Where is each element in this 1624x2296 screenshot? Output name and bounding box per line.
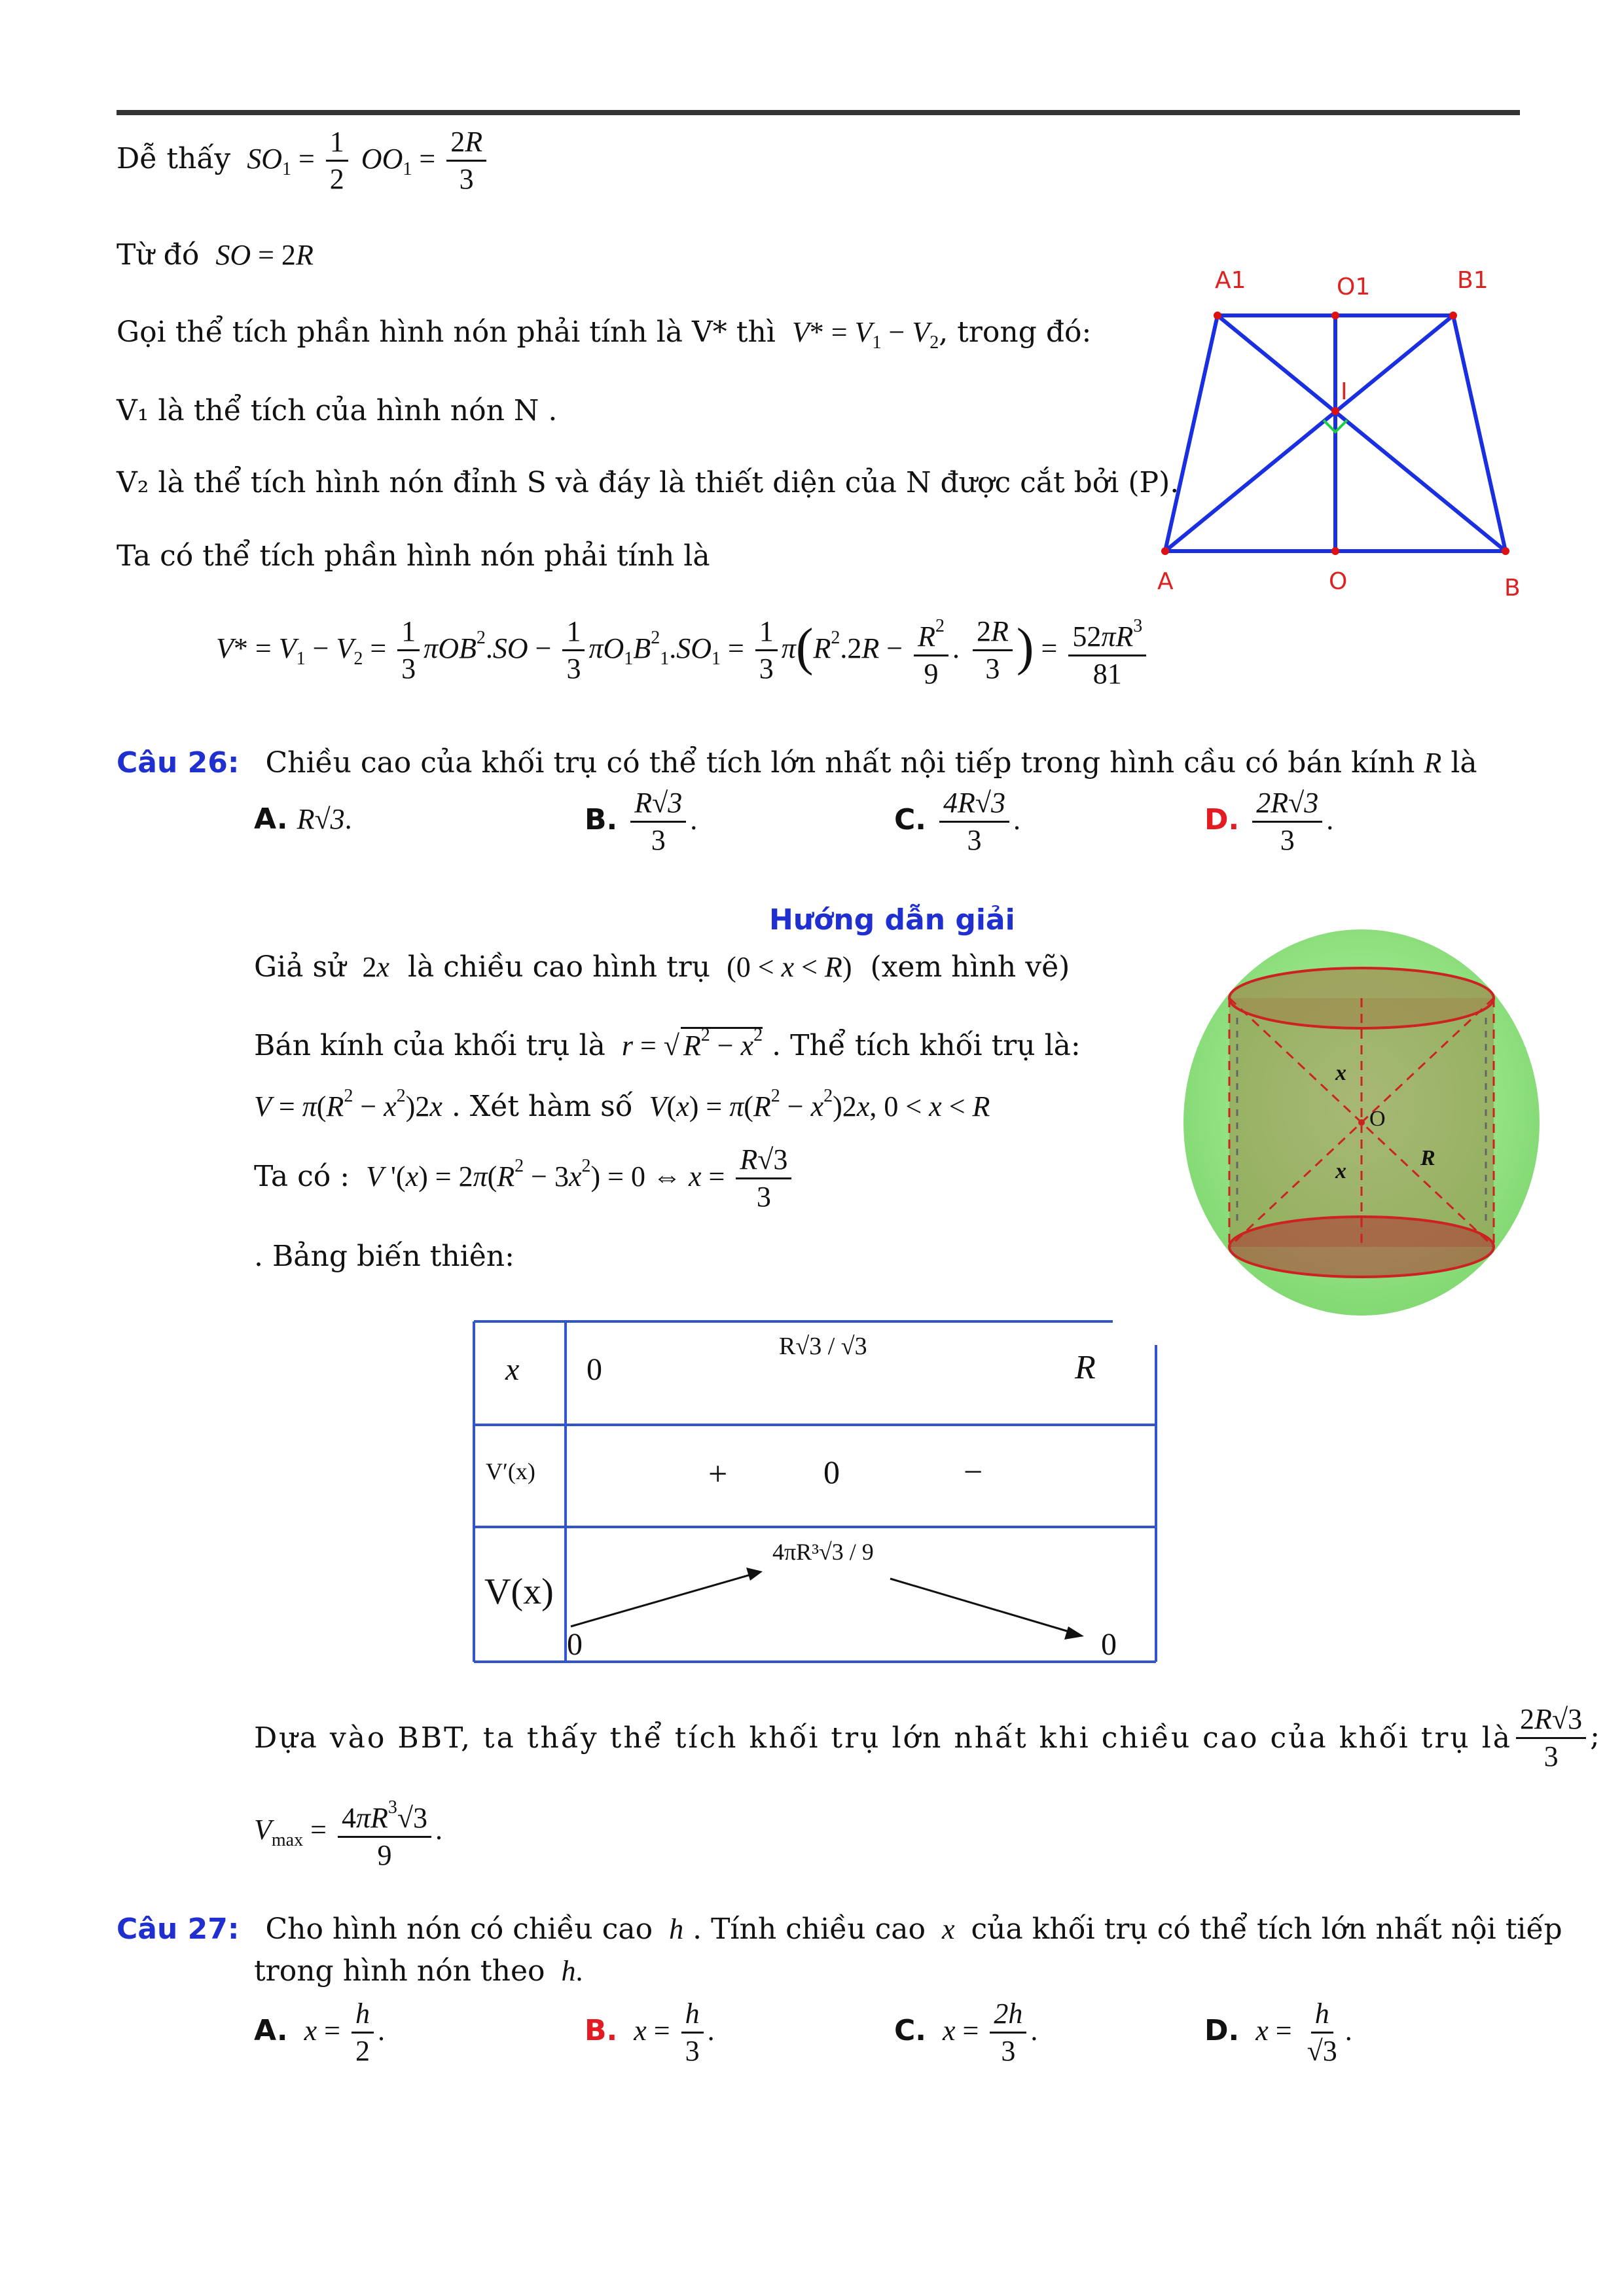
- q27-option-a[interactable]: A. x = $\frac{h}{2}$ .: [254, 1996, 385, 2069]
- q27-stem-c: của khối trụ có thể tích lớn nhất nội tiếp: [971, 1912, 1562, 1946]
- q26-var-r: R: [1424, 747, 1442, 779]
- q27-option-a-num: h: [352, 1996, 374, 2034]
- label-i: I: [1341, 378, 1348, 405]
- q26-option-a-letter: A.: [254, 802, 288, 836]
- q27-option-c-num: 2h: [990, 1996, 1026, 2034]
- text-tu-do: Từ đó: [117, 238, 200, 272]
- q26-text: [117, 744, 1477, 783]
- center-o: [1358, 1119, 1365, 1126]
- sol-line3: $V = \pi(R^2 - x^2)2x$ . Xét hàm số $V(x) = \pi(R^2 - x^2)2x$, 0 < x < R: [254, 1086, 990, 1123]
- q26-option-a[interactable]: A. R√3.: [254, 802, 352, 836]
- q27-text-line2: trong hình nón theo h.: [254, 1954, 583, 1988]
- label-o1: O1: [1337, 274, 1371, 300]
- bbt-x-r: R: [1075, 1349, 1096, 1386]
- header-rule: [117, 110, 1520, 115]
- q26-option-c-num: 4R√3: [939, 785, 1009, 823]
- q26-option-c[interactable]: C. $\frac{4R√3}{3}$ .: [894, 785, 1020, 858]
- label-b: B: [1504, 575, 1521, 601]
- q27-option-c-den: 3: [1001, 2035, 1016, 2067]
- q26-option-b-letter: B.: [585, 803, 618, 836]
- bbt-x-label: x: [505, 1352, 520, 1387]
- q27-option-c-letter: C.: [894, 2014, 927, 2047]
- q26-option-b-num: R√3: [630, 785, 686, 823]
- bbt-dv-plus: +: [708, 1456, 728, 1493]
- point-a1: [1214, 312, 1221, 319]
- label-x-bottom: x: [1335, 1159, 1346, 1183]
- bbt-v-max: 4πR³√3 / 9: [772, 1539, 874, 1565]
- formula-volume: $V* = V_1 - V_2$ = $\frac{1}{3}$ πOB$^2$.SO − $\frac{1}{3}$ $\pi O_1B^2_1.SO_1$ = $\frac{1}{3}$ $\pi(R^2.2R$ − $\frac{R^2}{9}$ . $\frac{2R}{3}$ ) = $\frac{52\pi R^3}{81}$: [216, 609, 1150, 692]
- variation-table: [471, 1319, 1159, 1664]
- q27-option-d-den: √3: [1307, 2035, 1337, 2067]
- q26-option-b[interactable]: B. $\frac{R√3}{3}$ .: [585, 785, 697, 858]
- q26-option-c-letter: C.: [894, 803, 927, 836]
- bbt-x-critical: R√3 / √3: [779, 1333, 867, 1360]
- sol2-b: . Thể tích khối trụ là:: [772, 1029, 1081, 1062]
- solution-heading: Hướng dẫn giải: [769, 903, 1015, 937]
- label-a: A: [1157, 568, 1174, 595]
- sol-line2: Bán kính của khối trụ là r = √ $R^2 - x^2$ . Thể tích khối trụ là:: [254, 1025, 1081, 1062]
- q26-option-d[interactable]: D. $\frac{2R√3}{3}$ .: [1204, 785, 1333, 858]
- q27-option-d-letter: D.: [1204, 2014, 1240, 2047]
- q27-text-line1: Câu 27: Cho hình nón có chiều cao h . Tính chiều cao x của khối trụ có thể tích lớn nhất nội tiếp: [117, 1912, 1562, 1946]
- q27-stem-b: . Tính chiều cao: [693, 1912, 926, 1946]
- line-v2: V₂ là thể tích hình nón đỉnh S và đáy là thiết diện của N được cắt bởi (P).: [117, 466, 1180, 499]
- q27-stem-a: Cho hình nón có chiều cao: [265, 1912, 653, 1946]
- bbt-dv-minus: −: [964, 1454, 983, 1491]
- label-r: R: [1420, 1146, 1435, 1170]
- q27-option-b[interactable]: B. x = $\frac{h}{3}$ .: [585, 1996, 715, 2069]
- sol2-a: Bán kính của khối trụ là: [254, 1029, 605, 1062]
- bbt-v-end: 0: [1101, 1627, 1117, 1662]
- q26-option-d-num: 2R√3: [1252, 785, 1322, 823]
- line-ta-co: Ta có thể tích phần hình nón phải tính là: [117, 539, 710, 573]
- q26-stem-end: là: [1451, 746, 1477, 780]
- q27-option-d[interactable]: D. x = $\frac{h}{√3}$ .: [1204, 1996, 1352, 2069]
- q27-label: Câu 27:: [117, 1912, 240, 1946]
- label-o: O: [1329, 568, 1348, 595]
- point-b1: [1449, 312, 1457, 319]
- sol-line5: . Bảng biến thiên:: [254, 1240, 514, 1273]
- sphere-cylinder-figure: [1178, 923, 1545, 1316]
- q27-option-d-num: h: [1311, 1996, 1333, 2034]
- label-a1: A1: [1215, 267, 1246, 294]
- point-b: [1502, 547, 1509, 555]
- text-de-thay: Dễ thấy: [117, 142, 231, 175]
- q26-option-c-den: 3: [967, 824, 982, 856]
- q26-option-d-den: 3: [1280, 824, 1295, 856]
- bbt-v-label: V(x): [484, 1571, 554, 1612]
- trapezoid-figure: [1152, 262, 1519, 615]
- q27-stem-d: trong hình nón theo: [254, 1954, 545, 1988]
- q26-label: Câu 26:: [117, 746, 240, 780]
- point-o1: [1331, 312, 1339, 319]
- label-x-top: x: [1335, 1061, 1346, 1085]
- vmax-line: $V_{max}$ = $\frac{4\pi R^3√3}{9}$ .: [254, 1790, 442, 1873]
- point-i: [1331, 407, 1339, 415]
- sol3-b: . Xét hàm số: [451, 1090, 633, 1123]
- sol1-c: (xem hình vẽ): [870, 950, 1070, 984]
- text-goi-the-tich: Gọi thể tích phần hình nón phải tính là V* thì: [117, 315, 776, 349]
- q26-stem: Chiều cao của khối trụ có thể tích lớn nhất nội tiếp trong hình cầu có bán kính: [265, 746, 1415, 780]
- q27-option-a-letter: A.: [254, 2014, 288, 2047]
- label-o: O: [1369, 1107, 1386, 1131]
- sol4-a: Ta có :: [254, 1160, 350, 1193]
- text-trong-do: , trong đó:: [939, 315, 1092, 349]
- q27-option-b-letter: B.: [585, 2014, 618, 2047]
- q26-option-a-value: R√3: [297, 803, 345, 835]
- label-b1: B1: [1457, 267, 1489, 294]
- bbt-dv-zero: 0: [823, 1454, 840, 1490]
- conclusion-end: ;: [1590, 1719, 1600, 1753]
- q27-option-b-num: h: [681, 1996, 704, 2034]
- q27-option-b-den: 3: [685, 2035, 700, 2067]
- conclusion-line: Dựa vào BBT, ta thấy thể tích khối trụ lớn nhất khi chiều cao của khối trụ là $\frac{2R√3}{3}$ ;: [254, 1703, 1600, 1772]
- sol1-b: là chiều cao hình trụ: [407, 950, 711, 984]
- sol-line1: Giả sử 2x là chiều cao hình trụ (0 < x < R) (xem hình vẽ): [254, 950, 1070, 984]
- conclusion-text: Dựa vào BBT, ta thấy thể tích khối trụ lớn nhất khi chiều cao của khối trụ là: [254, 1721, 1513, 1755]
- bbt-v-start: 0: [567, 1627, 583, 1662]
- sol1-a: Giả sử: [254, 950, 346, 984]
- bbt-dv-label: V′(x): [486, 1458, 535, 1484]
- line-goi-the-tich: Gọi thể tích phần hình nón phải tính là V* thì $V* = V_1 - V_2$, trong đó:: [117, 315, 1092, 353]
- q26-option-d-letter: D.: [1204, 803, 1240, 836]
- point-a: [1161, 547, 1169, 555]
- q27-option-c[interactable]: C. x = $\frac{2h}{3}$ .: [894, 1996, 1038, 2069]
- q26-option-b-den: 3: [651, 824, 666, 856]
- point-o: [1331, 547, 1339, 555]
- line-v1: V₁ là thể tích của hình nón N .: [117, 394, 558, 427]
- line-tu-do: Từ đó SO = 2R: [117, 238, 314, 272]
- q27-option-a-den: 2: [355, 2035, 370, 2067]
- sol-line4: Ta có : V '$(x) = 2\pi(R^2 - 3x^2) = 0$ ⇔ x = $\frac{R√3}{3}$: [254, 1142, 795, 1215]
- bbt-x-0: 0: [586, 1352, 602, 1387]
- line-de-thay: Dễ thấy $SO_1$ = $\frac{1}{2}$ $OO_1$ = $\frac{2R}{3}$: [117, 124, 490, 197]
